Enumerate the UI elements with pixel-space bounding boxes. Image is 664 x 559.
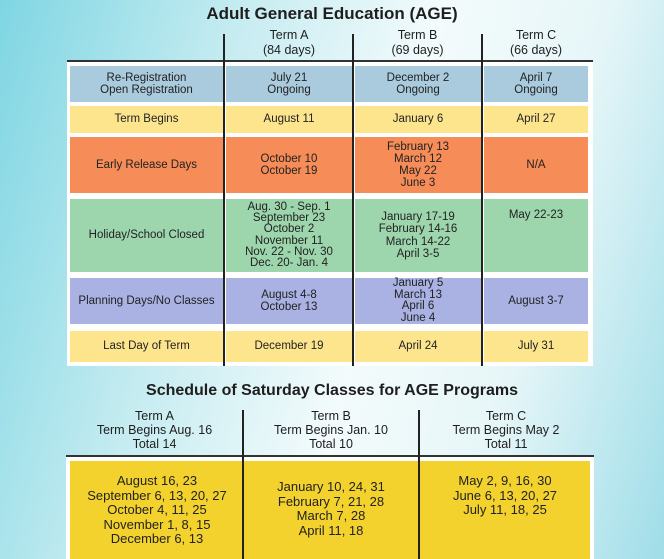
sat-term-b-dates: January 10, 24, 31 February 7, 21, 28 March 7, 28 April 11, 18 xyxy=(277,479,385,538)
row-registration-label: Re-Registration Open Registration xyxy=(70,66,223,102)
age-header-rule xyxy=(67,60,593,62)
sat-term-a-name: Term A xyxy=(135,409,174,423)
sat-term-b-header xyxy=(244,409,418,451)
sat-term-b-total: Total 10 xyxy=(309,437,353,451)
sat-term-c-header xyxy=(420,409,592,451)
term-c-days: (66 days) xyxy=(509,43,563,57)
row-term-begins-term-b: January 6 xyxy=(355,106,481,133)
sat-term-a-header xyxy=(67,409,242,451)
row-holiday-term-b: January 17-19 February 14-16 March 14-22 April 3-5 xyxy=(355,199,481,272)
term-b-name: Term B xyxy=(397,28,438,42)
term-a-header xyxy=(226,28,352,58)
sat-term-c-begins: Term Begins May 2 xyxy=(452,423,560,437)
age-title: Adult General Education (AGE) xyxy=(206,4,458,23)
term-c-header xyxy=(483,28,589,58)
saturday-header-rule xyxy=(66,455,594,457)
row-registration-term-a: July 21 Ongoing xyxy=(226,66,352,102)
sat-term-a-dates: August 16, 23 September 6, 13, 20, 27 October 4, 11, 25 November 1, 8, 15 December 6, 13 xyxy=(87,473,227,546)
row-holiday-label: Holiday/School Closed xyxy=(70,199,223,272)
row-early-release-term-b: February 13 March 12 May 22 June 3 xyxy=(355,137,481,193)
sat-divider-1 xyxy=(242,410,244,559)
row-early-release-term-a: October 10 October 19 xyxy=(226,137,352,193)
row-last-day-label: Last Day of Term xyxy=(70,331,223,362)
row-holiday-term-a: Aug. 30 - Sep. 1 September 23 October 2 November 11 Nov. 22 - Nov. 30 Dec. 20- Jan. 4 xyxy=(226,199,352,272)
sat-term-c-name: Term C xyxy=(485,409,527,423)
row-term-begins-term-c: April 27 xyxy=(484,106,588,133)
row-last-day-term-b: April 24 xyxy=(355,331,481,362)
sat-term-a-total: Total 14 xyxy=(132,437,177,451)
sat-term-a-begins: Term Begins Aug. 16 xyxy=(96,423,213,437)
row-last-day-term-a: December 19 xyxy=(226,331,352,362)
row-early-release-label: Early Release Days xyxy=(70,137,223,193)
term-b-header xyxy=(354,28,481,58)
term-a-days: (84 days) xyxy=(262,43,316,57)
sat-term-b-begins: Term Begins Jan. 10 xyxy=(274,423,388,437)
row-planning-label: Planning Days/No Classes xyxy=(70,278,223,324)
sat-term-c-dates: May 2, 9, 16, 30 June 6, 13, 20, 27 July 11, 18, 25 xyxy=(452,473,558,517)
sat-term-c-total: Total 11 xyxy=(484,437,528,451)
age-divider-2 xyxy=(352,34,354,366)
row-registration-term-c: April 7 Ongoing xyxy=(484,66,588,102)
row-term-begins-label: Term Begins xyxy=(70,106,223,133)
row-planning-term-b: January 5 March 13 April 6 June 4 xyxy=(355,278,481,324)
row-last-day-term-c: July 31 xyxy=(484,331,588,362)
saturday-title: Schedule of Saturday Classes for AGE Programs xyxy=(146,382,518,399)
term-b-days: (69 days) xyxy=(391,43,444,57)
term-c-name: Term C xyxy=(515,28,557,42)
row-planning-term-c: August 3-7 xyxy=(484,278,588,324)
sat-divider-2 xyxy=(418,410,420,559)
age-divider-1 xyxy=(223,34,225,366)
row-term-begins-term-a: August 11 xyxy=(226,106,352,133)
term-a-name: Term A xyxy=(269,28,309,42)
sat-term-b-name: Term B xyxy=(311,409,351,423)
row-planning-term-a: August 4-8 October 13 xyxy=(226,278,352,324)
row-holiday-term-c: May 22-23 xyxy=(484,199,588,272)
row-registration-term-b: December 2 Ongoing xyxy=(355,66,481,102)
row-early-release-term-c: N/A xyxy=(484,137,588,193)
age-divider-3 xyxy=(481,34,483,366)
